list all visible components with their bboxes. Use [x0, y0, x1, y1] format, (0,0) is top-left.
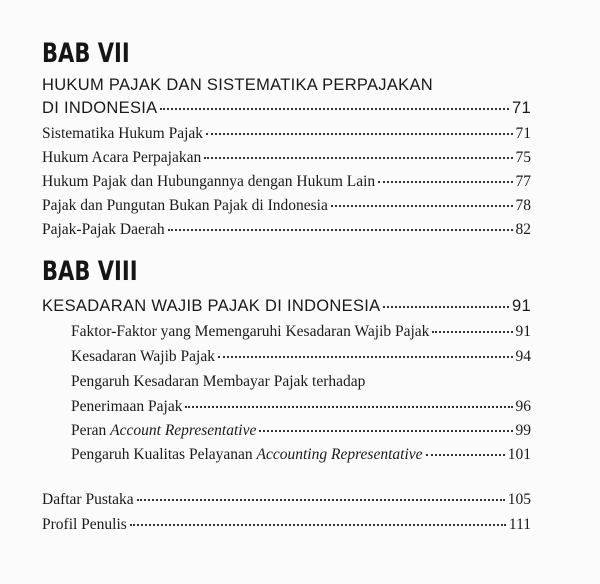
toc-entry-italic: Accounting Representative — [256, 446, 423, 463]
toc-entry-title: KESADARAN WAJIB PAJAK DI INDONESIA — [42, 297, 381, 315]
toc-entry-title: Hukum Acara Perpajakan — [42, 149, 202, 166]
toc-entry-italic: Account Representative — [110, 422, 257, 439]
toc-entry-title: DI INDONESIA — [42, 99, 158, 117]
toc-entry-page: 82 — [515, 221, 531, 238]
toc-entry[interactable] — [42, 197, 531, 215]
toc-entry-page: 111 — [508, 516, 531, 533]
toc-entry-page: 78 — [515, 197, 531, 214]
dot-leader — [206, 133, 512, 135]
toc-entry-page: 91 — [512, 297, 531, 315]
toc-entry-bab-vii-title[interactable] — [42, 99, 531, 118]
toc-entry[interactable] — [71, 323, 531, 341]
toc-entry-page: 94 — [515, 348, 531, 365]
toc-entry[interactable] — [42, 221, 531, 239]
toc-entry-prefix: Peran — [71, 422, 111, 439]
toc-entry-page: 75 — [515, 149, 531, 166]
bab-viii-label: BAB VIII — [42, 256, 138, 287]
toc-entry-page: 91 — [515, 323, 531, 340]
toc-entry-title: Pajak-Pajak Daerah — [42, 221, 165, 238]
dot-leader — [160, 108, 509, 110]
toc-entry-page: 105 — [507, 491, 531, 508]
toc-entry-title: Sistematika Hukum Pajak — [42, 125, 204, 142]
toc-entry-page: 71 — [515, 125, 531, 142]
toc-entry-prefix: Pengaruh Kualitas Pelayanan — [71, 446, 257, 463]
toc-entry[interactable] — [71, 348, 531, 366]
toc-entry[interactable] — [42, 125, 531, 143]
toc-entry[interactable] — [71, 446, 531, 464]
toc-entry[interactable] — [42, 149, 531, 167]
toc-entry-page: 71 — [512, 99, 531, 117]
bab-vii-label: BAB VII — [42, 38, 130, 69]
toc-entry[interactable] — [71, 398, 531, 416]
bab-vii-title-line1: HUKUM PAJAK DAN SISTEMATIKA PERPAJAKAN — [42, 76, 433, 94]
dot-leader — [168, 229, 513, 231]
toc-entry-page: 101 — [507, 446, 531, 463]
toc-entry-bab-viii-title[interactable] — [42, 297, 531, 316]
toc-entry-page: 99 — [515, 422, 531, 439]
dot-leader — [130, 524, 506, 526]
toc-entry-title-line1: Pengaruh Kesadaran Membayar Pajak terhadap — [71, 373, 366, 390]
toc-entry[interactable] — [71, 422, 531, 440]
toc-entry-title: Pajak dan Pungutan Bukan Pajak di Indonesia — [42, 197, 328, 214]
toc-entry-title: Penerimaan Pajak — [71, 398, 183, 415]
toc-entry-page: 77 — [515, 173, 531, 190]
toc-entry-title — [71, 446, 423, 464]
dot-leader — [204, 157, 512, 159]
toc-entry-title: Profil Penulis — [42, 516, 127, 533]
dot-leader — [426, 454, 505, 456]
toc-entry-profil-penulis[interactable] — [42, 516, 531, 534]
dot-leader — [331, 205, 513, 207]
dot-leader — [378, 181, 512, 183]
toc-entry-page: 96 — [515, 398, 531, 415]
toc-entry-daftar-pustaka[interactable] — [42, 491, 531, 509]
dot-leader — [218, 356, 513, 358]
toc-entry-title: Kesadaran Wajib Pajak — [71, 348, 215, 365]
dot-leader — [383, 306, 509, 308]
toc-entry-title: Daftar Pustaka — [42, 491, 134, 508]
toc-entry[interactable] — [42, 173, 531, 191]
dot-leader — [432, 331, 512, 333]
dot-leader — [259, 430, 512, 432]
dot-leader — [185, 406, 512, 408]
toc-entry-title: Hukum Pajak dan Hubungannya dengan Hukum Lain — [42, 173, 376, 190]
dot-leader — [137, 499, 505, 501]
toc-entry-title: Faktor-Faktor yang Memengaruhi Kesadaran Wajib Pajak — [71, 323, 430, 340]
toc-entry-title — [71, 422, 256, 440]
